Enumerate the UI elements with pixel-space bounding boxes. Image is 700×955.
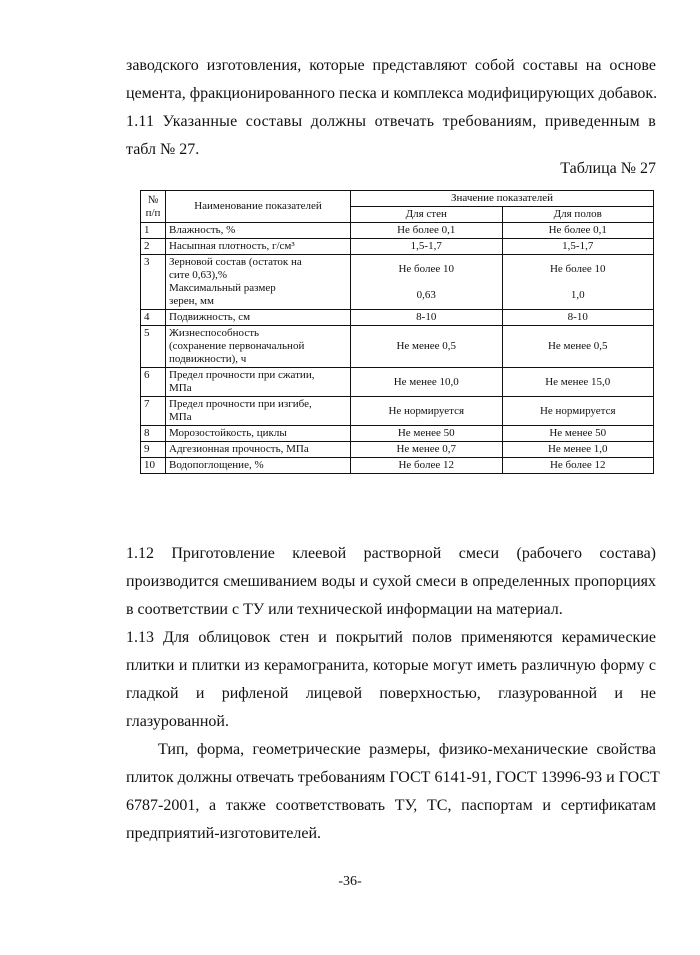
page-number: -36- <box>338 874 362 889</box>
paragraph-1-13 <box>126 624 656 736</box>
value-floors <box>502 397 654 426</box>
table-row <box>141 426 654 442</box>
value-floors <box>502 426 654 442</box>
indicator-name-line: МПа <box>169 382 192 394</box>
indicator-name-line: Зерновой состав (остаток на <box>169 256 302 268</box>
indicator-name-line: Предел прочности при сжатии, <box>169 369 315 381</box>
value-line: 0,63 <box>416 288 436 301</box>
text-line: заводского изготовления, которые представляют собой составы на основе <box>126 57 656 74</box>
value-line: 8-10 <box>416 311 437 323</box>
row-number: 10 <box>141 458 166 474</box>
value-walls <box>351 442 503 458</box>
row-number: 9 <box>141 442 166 458</box>
value-walls <box>351 426 503 442</box>
indicator-name <box>166 426 351 442</box>
paragraph-1-12 <box>126 540 656 624</box>
indicator-name <box>166 255 351 310</box>
header-walls: Для стен <box>351 207 503 223</box>
value-line: 1,5-1,7 <box>562 240 594 252</box>
intro-paragraph <box>126 52 656 164</box>
value-line: Не менее 0,5 <box>547 340 608 352</box>
indicator-name-line: Морозостойкость, циклы <box>169 427 287 439</box>
text-line: производится смешиванием воды и сухой смеси в определенных пропорциях <box>126 573 656 590</box>
indicator-name-line: (сохранение первоначальной <box>169 340 305 352</box>
row-number: 2 <box>141 239 166 255</box>
value-floors <box>502 326 654 368</box>
indicator-name <box>166 310 351 326</box>
value-floors <box>502 442 654 458</box>
indicator-name <box>166 397 351 426</box>
indicator-name-line: Предел прочности при изгибе, <box>169 398 312 410</box>
value-floors <box>502 368 654 397</box>
value-line: Не более 12 <box>549 459 606 471</box>
value-floors <box>502 239 654 255</box>
text-line: табл № 27. <box>126 141 200 158</box>
value-walls <box>351 368 503 397</box>
value-line: Не более 0,1 <box>397 224 456 236</box>
row-number: 8 <box>141 426 166 442</box>
value-line: Не менее 10,0 <box>393 375 459 388</box>
value-line: Не менее 0,7 <box>396 443 457 455</box>
table-row <box>141 239 654 255</box>
value-line: Не менее 15,0 <box>545 375 611 388</box>
header-floors: Для полов <box>502 207 654 223</box>
row-number: 7 <box>141 397 166 426</box>
indicator-name <box>166 326 351 368</box>
table-caption: Таблица № 27 <box>560 160 656 177</box>
value-line: Не более 10 <box>549 262 606 275</box>
indicator-name-line: Жизнеспособность <box>169 327 260 339</box>
header-num: № п/п <box>141 191 166 223</box>
value-walls <box>351 223 503 239</box>
indicator-name-line: Подвижность, см <box>169 311 251 323</box>
value-line: 8-10 <box>567 311 588 323</box>
table-row <box>141 310 654 326</box>
text-line: 1.11 Указанные составы должны отвечать требованиям, приведенным в <box>126 113 656 130</box>
paragraph-tile-types <box>126 736 660 848</box>
text-line: плиток должны отвечать требованиям ГОСТ 6141-91, ГОСТ 13996-93 и ГОСТ <box>126 769 660 786</box>
value-walls <box>351 255 503 310</box>
value-walls <box>351 326 503 368</box>
text-line: цемента, фракционированного песка и комплекса модифицирующих добавок. <box>126 85 658 102</box>
value-line: Не более 0,1 <box>548 224 607 236</box>
header-values: Значение показателей <box>351 191 654 207</box>
value-line: Не нормируется <box>539 404 616 417</box>
properties-table <box>140 190 654 474</box>
text-line: 6787-2001, а также соответствовать ТУ, ТС, паспортам и сертификатам <box>126 797 656 814</box>
table-row <box>141 368 654 397</box>
row-number: 5 <box>141 326 166 368</box>
indicator-name <box>166 442 351 458</box>
value-floors <box>502 223 654 239</box>
table-row <box>141 397 654 426</box>
row-number: 3 <box>141 255 166 310</box>
indicator-name-line: зерен, мм <box>169 295 214 307</box>
indicator-name <box>166 239 351 255</box>
text-line: 1.13 Для облицовок стен и покрытий полов применяются керамические <box>126 629 656 646</box>
indicator-name <box>166 223 351 239</box>
indicator-name <box>166 368 351 397</box>
value-floors <box>502 458 654 474</box>
indicator-name-line: подвижности), ч <box>169 353 247 365</box>
value-line: Не менее 50 <box>397 427 455 439</box>
header-name: Наименование показателей <box>166 191 351 223</box>
text-line: глазурованной. <box>126 713 229 730</box>
indicator-name-line: Влажность, % <box>169 224 236 236</box>
indicator-name-line: МПа <box>169 411 192 423</box>
indicator-name <box>166 458 351 474</box>
value-line: Не более 10 <box>398 262 455 275</box>
text-line: гладкой и рифленой лицевой поверхностью, глазурованной и не <box>126 685 656 702</box>
value-line: 1,0 <box>570 288 585 301</box>
value-floors <box>502 255 654 310</box>
value-walls <box>351 397 503 426</box>
text-line: предприятий-изготовителей. <box>126 825 321 842</box>
indicator-name-line: Максимальный размер <box>169 282 276 294</box>
text-line: Тип, форма, геометрические размеры, физико-механические свойства <box>158 741 656 758</box>
table-row <box>141 255 654 310</box>
indicator-name-line: сите 0,63),% <box>169 269 228 281</box>
value-line: Не менее 50 <box>549 427 607 439</box>
text-line: в соответствии с ТУ или технической информации на материал. <box>126 601 563 618</box>
value-floors <box>502 310 654 326</box>
table-row <box>141 442 654 458</box>
value-line: 1,5-1,7 <box>410 240 442 252</box>
row-number: 6 <box>141 368 166 397</box>
value-line: Не более 12 <box>398 459 455 471</box>
text-line: 1.12 Приготовление клеевой растворной смеси (рабочего состава) <box>126 545 656 562</box>
table-row <box>141 326 654 368</box>
value-line: Не менее 0,5 <box>396 340 457 352</box>
table-row <box>141 458 654 474</box>
text-line: плитки и плитки из керамогранита, которые могут иметь различную форму с <box>126 657 656 674</box>
value-walls <box>351 310 503 326</box>
value-walls <box>351 458 503 474</box>
indicator-name-line: Насыпная плотность, г/см³ <box>169 240 295 252</box>
value-line: Не менее 1,0 <box>547 443 608 455</box>
row-number: 1 <box>141 223 166 239</box>
value-line: Не нормируется <box>388 404 465 417</box>
indicator-name-line: Адгезионная прочность, МПа <box>169 443 309 455</box>
table-row <box>141 223 654 239</box>
value-walls <box>351 239 503 255</box>
row-number: 4 <box>141 310 166 326</box>
indicator-name-line: Водопоглощение, % <box>169 459 264 471</box>
